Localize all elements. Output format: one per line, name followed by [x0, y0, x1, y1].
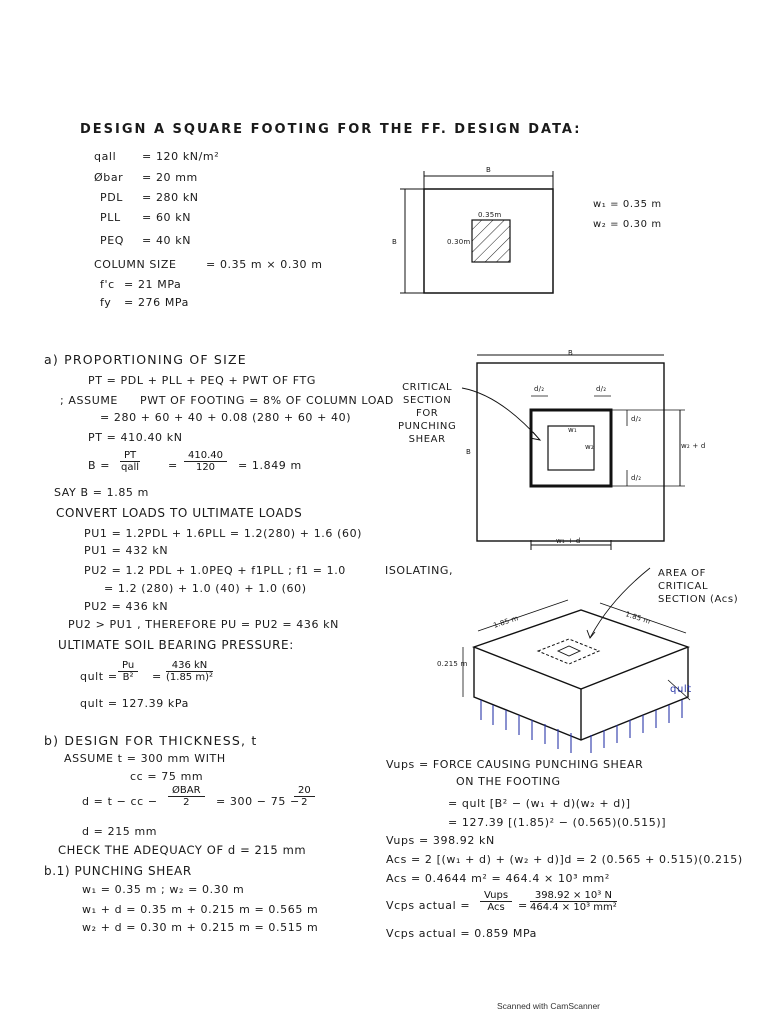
- eq-vups-formula: = qult [B² − (w₁ + d)(w₂ + d)]: [448, 797, 631, 810]
- punching-shear-heading: b.1) PUNCHING SHEAR: [44, 864, 192, 878]
- eq-qult-result: qult = 127.39 kPa: [80, 697, 189, 710]
- critical-perimeter: [531, 410, 611, 486]
- eq-pu2-result: PU2 = 436 kN: [84, 600, 169, 613]
- frac-pt-qall: PT qall: [121, 450, 140, 473]
- given-item: qall = 120 kN/m²: [94, 150, 220, 163]
- eq-say-b: SAY B = 1.85 m: [54, 486, 149, 499]
- given-item: COLUMN SIZE = 0.35 m × 0.30 m: [94, 258, 323, 271]
- eq-acs-formula: Acs = 2 [(w₁ + d) + (w₂ + d)]d = 2 (0.565 + 0.515)(0.215): [386, 853, 743, 866]
- given-item: PLL = 60 kN: [100, 211, 192, 224]
- frac-410-120: $\frac{410.40}{120}$: [184, 450, 227, 473]
- eq-b-equals: =: [168, 459, 178, 472]
- eq-w1-plus-d: w₁ + d = 0.35 m + 0.215 m = 0.565 m: [82, 903, 319, 916]
- fig1-w1-label: w₁ = 0.35 m: [593, 199, 662, 210]
- fig2-w2d-label: w₂ + d: [681, 442, 706, 450]
- frac-bar-2: ØBAR 2: [168, 785, 205, 808]
- figure-isometric-footing: [463, 568, 690, 753]
- figure-critical-section: [462, 355, 685, 550]
- given-item: PEQ = 40 kN: [100, 234, 192, 247]
- eq-pu2-sum: = 1.2 (280) + 1.0 (40) + 1.0 (60): [104, 582, 307, 595]
- eq-d-lhs: d = t − cc −: [82, 795, 158, 808]
- fig3-area-label: AREA OF CRITICAL SECTION (Acs): [658, 568, 739, 605]
- fig1-b-side-label: B: [392, 238, 398, 246]
- soil-pressure-arrows: [478, 700, 682, 753]
- eq-vups-definition: Vups = FORCE CAUSING PUNCHING SHEAR: [386, 758, 644, 771]
- given-item: Øbar = 20 mm: [94, 171, 198, 184]
- given-item: fy = 276 MPa: [100, 296, 190, 309]
- figure-footing-plan: [400, 171, 553, 293]
- frac-vcps-values: $\frac{\text{398.92 × 10³ N}}{\text{464.4 × 10³ mm²}}$: [530, 890, 617, 913]
- fig2-w1-label: w₁: [568, 426, 577, 434]
- section-b-heading: b) DESIGN FOR THICKNESS, t: [44, 733, 258, 748]
- soil-pressure-heading: ULTIMATE SOIL BEARING PRESSURE:: [58, 638, 294, 652]
- callout-arrow: [462, 388, 540, 440]
- fig2-callout: CRITICAL SECTION FOR PUNCHING SHEAR: [398, 382, 457, 445]
- eq-pu1-result: PU1 = 432 kN: [84, 544, 169, 557]
- scanner-watermark: Scanned with CamScanner: [497, 1001, 601, 1011]
- section-a-heading: a) PROPORTIONING OF SIZE: [44, 352, 247, 367]
- fig1-col-width-label: 0.35m: [478, 211, 502, 219]
- critical-area-dashed: [538, 639, 599, 664]
- eq-pt-sum: = 280 + 60 + 40 + 0.08 (280 + 60 + 40): [100, 411, 352, 424]
- fig2-d2-label: d/₂: [631, 415, 642, 423]
- eq-pu-compare: PU2 > PU1 , THEREFORE PU = PU2 = 436 kN: [68, 618, 339, 631]
- eq-qult-lhs: qult =: [80, 670, 118, 683]
- eq-acs-result: Acs = 0.4644 m² = 464.4 × 10³ mm²: [386, 872, 610, 885]
- fig2-b-side-label: B: [466, 448, 472, 456]
- page-title: DESIGN A SQUARE FOOTING FOR THE FF. DESIGN DATA:: [80, 122, 582, 137]
- fig1-w2-label: w₂ = 0.30 m: [593, 219, 662, 230]
- fig3-depth-label: 0.215 m: [437, 660, 468, 668]
- frac-20-2: $\frac{20}{2}$: [294, 785, 315, 808]
- frac-vups-acs: Vups Acs: [480, 890, 512, 913]
- convert-heading: CONVERT LOADS TO ULTIMATE LOADS: [56, 506, 303, 520]
- eq-b-lhs: B =: [88, 459, 111, 472]
- eq-d-mid: = 300 − 75 −: [216, 795, 300, 808]
- eq-b-result: = 1.849 m: [238, 459, 302, 472]
- eq-pt-definition: PT = PDL + PLL + PEQ + PWT OF FTG: [88, 374, 316, 387]
- eq-pu1: PU1 = 1.2PDL + 1.6PLL = 1.2(280) + 1.6 (60): [84, 527, 363, 540]
- fig2-d2-label: d/₂: [631, 474, 642, 482]
- check-adequacy: CHECK THE ADEQUACY OF d = 215 mm: [58, 843, 307, 857]
- eq-vcps-equals: =: [518, 899, 528, 912]
- eq-vups-substitution: = 127.39 [(1.85)² − (0.565)(0.515)]: [448, 816, 667, 829]
- eq-weight-footing: PWT OF FOOTING = 8% OF COLUMN LOAD: [140, 394, 394, 407]
- eq-qult-equals: =: [152, 670, 162, 683]
- given-item: f'c = 21 MPa: [100, 278, 182, 291]
- fig2-b-label: B: [568, 349, 574, 357]
- eq-w2-plus-d: w₂ + d = 0.30 m + 0.215 m = 0.515 m: [82, 921, 319, 934]
- given-item: PDL = 280 kN: [100, 191, 199, 204]
- fig3-qult-label: qult: [670, 684, 692, 695]
- fig1-col-height-label: 0.30m: [447, 238, 471, 246]
- fig3-dim1-label: 1.85 m: [492, 614, 520, 630]
- eq-vups-definition-2: ON THE FOOTING: [456, 775, 561, 788]
- assume-label: ; ASSUME: [60, 394, 118, 407]
- eq-vups-result: Vups = 398.92 kN: [386, 834, 495, 847]
- frac-436-185: $\frac{436 kN}{\text{(1.85 m)²}}$: [166, 660, 213, 683]
- fig2-d2-label: d/₂: [534, 385, 545, 393]
- assume-thickness: ASSUME t = 300 mm WITH: [64, 752, 226, 765]
- frac-pu-b2: $\frac{Pu}{\text{B²}}$: [118, 660, 138, 683]
- eq-vcps-lhs: Vcps actual =: [386, 899, 471, 912]
- eq-pu2: PU2 = 1.2 PDL + 1.0PEQ + f1PLL ; f1 = 1.0: [84, 564, 346, 577]
- eq-d-result: d = 215 mm: [82, 825, 158, 838]
- fig3-isolating-label: ISOLATING,: [385, 564, 454, 577]
- eq-vcps-result: Vcps actual = 0.859 MPa: [386, 927, 538, 940]
- footing-outline-2: [477, 363, 664, 541]
- fig1-b-top-label: B: [486, 166, 492, 174]
- eq-w-values: w₁ = 0.35 m ; w₂ = 0.30 m: [82, 883, 245, 896]
- eq-cc: cc = 75 mm: [130, 770, 204, 783]
- fig2-w2-label: w₂: [585, 443, 594, 451]
- eq-pt-result: PT = 410.40 kN: [88, 431, 183, 444]
- fig3-dim2-label: 1.85 m: [624, 610, 652, 626]
- fig2-w1d-label: w₁ + d: [556, 537, 581, 545]
- fig2-d2-label: d/₂: [596, 385, 607, 393]
- column-hatched: [472, 220, 510, 262]
